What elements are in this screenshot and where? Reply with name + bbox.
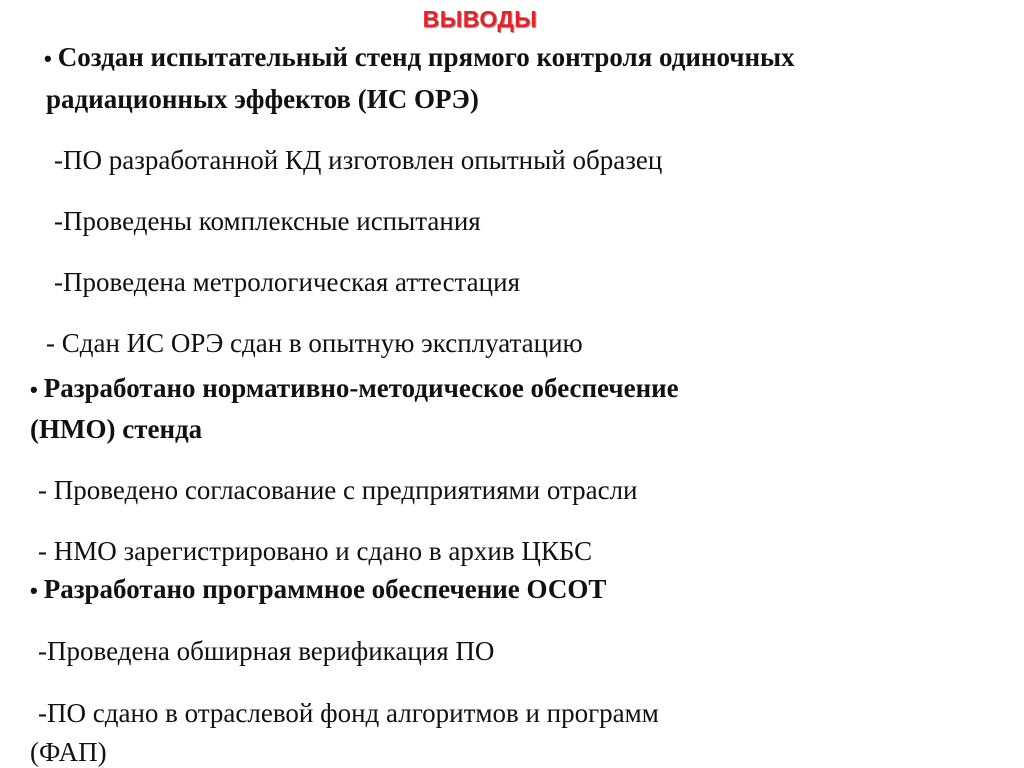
section-3-heading bbox=[30, 574, 606, 606]
section-3-item-1: -Проведена обширная верификация ПО bbox=[38, 636, 495, 666]
section-2-heading bbox=[30, 373, 679, 405]
section-3-item-3: (ФАП) bbox=[30, 737, 107, 767]
section-1-item-3: -Проведена метрологическая аттестация bbox=[54, 267, 520, 297]
section-1-item-1: -ПО разработанной КД изготовлен опытный образец bbox=[54, 145, 663, 175]
section-2-item-2: - НМО зарегистрировано и сдано в архив ЦКБС bbox=[38, 536, 593, 566]
bullet-icon: • bbox=[30, 578, 38, 603]
section-3-heading-line-1: Разработано программное обеспечение ОСОТ bbox=[43, 574, 607, 604]
section-1-heading bbox=[44, 42, 795, 74]
section-1-item-2: -Проведены комплексные испытания bbox=[54, 206, 481, 236]
section-1-heading-line-1: Создан испытательный стенд прямого контроля одиночных bbox=[57, 42, 795, 72]
section-1-heading-line-2: радиационных эффектов (ИС ОРЭ) bbox=[46, 84, 479, 114]
section-3-item-2: -ПО сдано в отраслевой фонд алгоритмов и программ bbox=[38, 698, 659, 728]
slide-title: ВЫВОДЫ bbox=[422, 6, 538, 32]
section-2-item-1: - Проведено согласование с предприятиями отрасли bbox=[38, 475, 638, 505]
bullet-icon: • bbox=[30, 377, 38, 402]
section-1-item-4: - Сдан ИС ОРЭ сдан в опытную эксплуатацию bbox=[46, 328, 583, 358]
section-2-heading-line-1: Разработано нормативно-методическое обеспечение bbox=[43, 373, 679, 403]
section-2-heading-line-2: (НМО) стенда bbox=[30, 414, 203, 444]
bullet-icon: • bbox=[44, 46, 52, 71]
